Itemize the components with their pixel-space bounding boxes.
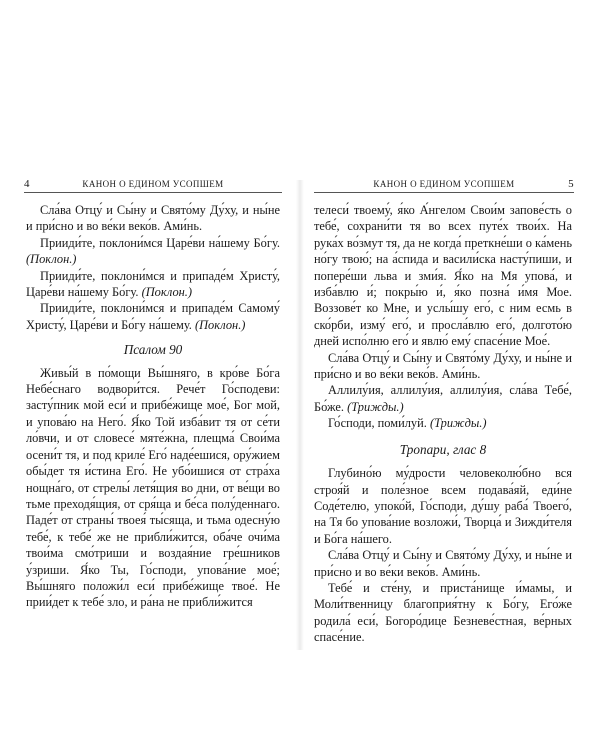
page-number: 4: [24, 178, 30, 190]
prayer-paragraph: Прииди́те, поклони́мся и припаде́м Самому́ Христу́, Царе́ви и Бо́гу на́шему. (Поклон.): [26, 301, 280, 332]
troparion-paragraph: Глубино́ю му́дрости человеколю́бно вся строя́й и поле́зное всем подава́яй, еди́не Соде́телю, упоко́й, Го́споди, ду́шу раба́ Твоего́, на Тя бо упова́ние возложи́, Творца́ и Зижди́теля и Бо́га на́шего.: [314, 466, 572, 546]
running-title: КАНОН О ЕДИНОМ УСОПШЕМ: [82, 179, 224, 189]
psalm-text: Живы́й в по́мощи Вы́шняго, в кро́ве Бо́га Небе́снаго водвори́тся. Рече́т Го́сподеви: засту́пник мой еси́ и прибе́жище мое́, Бог мой, и упова́ю на Него́. Я́ко Той изба́вит тя от се́ти ло́вчи, и от словесе́ мяте́жна, плещма́ Свои́ма осени́т тя, и под криле́ Его́ наде́ешися, ору́жием обы́дет тя и́стина Его́. Не убо́ишися от стра́ха нощна́го, от стрелы́ летя́щия во дни, от ве́щи во тьме преходя́щия, от сря́ща и бе́са полу́деннаго. Паде́т от страны́ твоея́ ты́сяща, и тьма одесну́ю тебе́, к тебе́ же не прибли́жится, оба́че очи́ма твои́ма смо́триши и воздая́ние гре́шников у́зриши. Я́ко Ты, Го́споди, упова́ние мое́; Вы́шняго положи́л еси́ прибе́жище твое́. Не прии́дет к тебе́ зло, и ра́на не прибли́жится: [26, 365, 280, 610]
alleluia-paragraph: Аллилу́ия, аллилу́ия, аллилу́ия, сла́ва Тебе́, Бо́же. (Трижды.): [314, 383, 572, 414]
section-heading: Псалом 90: [123, 342, 183, 358]
header-rule: [24, 192, 282, 193]
right-page-body: [314, 202, 572, 646]
rubric-note: (Поклон.): [141, 285, 193, 300]
right-page-header: [314, 178, 574, 192]
doxology-paragraph: Сла́ва Отцу́ и Сы́ну и Свято́му Ду́ху, и ны́не и при́сно и во ве́ки веко́в. Ами́нь.: [26, 203, 280, 234]
rubric-note: (Поклон.): [26, 252, 77, 267]
running-title: КАНОН О ЕДИНОМ УСОПШЕМ: [373, 179, 515, 189]
left-page-body: [26, 202, 280, 611]
doxology-paragraph: Сла́ва Отцу́ и Сы́ну и Свято́му Ду́ху, и ны́не и при́сно и во ве́ки веко́в. Ами́нь.: [314, 350, 572, 382]
header-rule: [314, 192, 574, 193]
rubric-note: (Поклон.): [194, 317, 246, 332]
doxology-paragraph: Сла́ва Отцу́ и Сы́ну и Свято́му Ду́ху, и ны́не и при́сно и во ве́ки веко́в. Ами́нь.: [314, 548, 572, 579]
prayer-paragraph: Прииди́те, поклони́мся и припаде́м Христу́, Царе́ви на́шему Бо́гу. (Поклон.): [26, 268, 280, 300]
right-page: [300, 0, 600, 750]
prayer-paragraph: Прииди́те, поклони́мся Царе́ви на́шему Бо́гу. (Поклон.): [26, 235, 280, 267]
theotokion-paragraph: Тебе́ и сте́ну, и приста́нище и́мамы, и Моли́твенницу благоприя́тну к Бо́гу, Его́же родила́ еси́, Богоро́дице Безневе́стная, ве́рных спасе́ние.: [314, 580, 572, 645]
psalm-continued-text: телеси́ твоему́, я́ко А́нгелом Свои́м запове́сть о тебе́, сохрани́ти тя во всех путе́х твои́х. На рука́х во́змут тя, да не когда́ преткне́ши о ка́мень но́гу твою́; на а́спида и васили́ска насту́пиши, и попере́ши льва и зми́я. Я́ко на Мя упова́, и изба́влю и́; покры́ю и́, я́ко позна́ и́мя Мое. Воззове́т ко Мне, и услы́шу его́, с ним есмь в ско́рби, изму́ его́, и просла́влю его́, долгото́ю дней испо́лню его́ и явлю́ ему́ спасе́ние Мое́.: [314, 203, 572, 349]
left-page-header: [24, 178, 282, 192]
rubric-note: (Трижды.): [429, 416, 487, 431]
kyrie-paragraph: Го́споди, поми́луй. (Трижды.): [328, 416, 487, 431]
page-number: 5: [568, 178, 574, 190]
rubric-note: (Трижды.): [347, 399, 404, 414]
section-heading: Тропари, глас 8: [399, 441, 487, 457]
